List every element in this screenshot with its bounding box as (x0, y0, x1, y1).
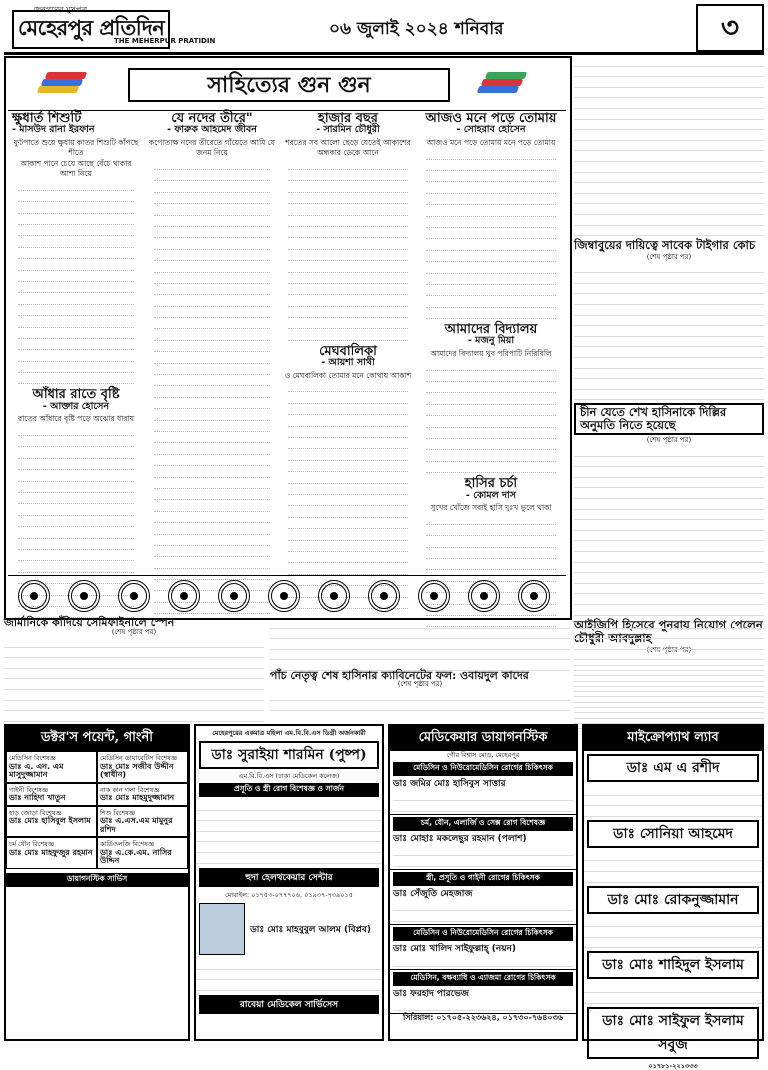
ad-footer: ডায়াগনস্টিক সার্ভিস (6, 873, 188, 887)
flower-icon (518, 580, 550, 612)
masthead-tagline: জনগণের মুখপত্র (34, 5, 88, 14)
doctor-entry: চর্ম, যৌন, এলার্জি ও সেক্স রোগ বিশেষজ্ঞ ডাঃ মোহাঃ মকলেছুর রহমান (পলাশ) (390, 815, 576, 870)
books-icon (478, 72, 538, 98)
newspaper-page (4, 4, 764, 1070)
doctor-degree: এম.বি.বি.এস (ঢাকা মেডিকেল কলেজ) (238, 771, 340, 780)
poem-title: আমাদের বিদ্যালয় (444, 322, 538, 338)
ad-footer: রাবেয়া মেডিকেল সার্ভিসেস (199, 995, 379, 1014)
doctor-entry: মেডিসিন ও নিউরোমেডিসিন রোগের চিকিৎসক ডাঃ জমির মোঃ হাসিবুস সাত্তার (390, 760, 576, 815)
doctor-name: ডাঃ মোঃ শাহিদুল ইসলাম (587, 951, 759, 979)
poem-author: - কোমল দাস (465, 489, 517, 501)
flower-icon (368, 580, 400, 612)
doctor-card: নাক কান গলা বিশেষজ্ঞ ডাঃ মোঃ মাহমুদুজ্জামান (97, 783, 188, 806)
ad-address: গৌর বিশ্বাস মোড়, মেহেরপুর (446, 751, 520, 759)
poem-text: কপোতাক্ষ নদের তীরেতে গাঁয়েতে আমি যে জনম নিয়ে (148, 137, 276, 158)
ad-title: মেডিকেয়ার ডায়াগনস্টিক (390, 726, 576, 751)
doctor-card: মেডিসিন বিশেষজ্ঞ ডাঃ এ. এন. এম মাসুদুজ্জামান (6, 751, 97, 783)
ad-doctors-point (4, 724, 190, 1041)
doctor-entry: মেডিসিন ও নিউরোমেডিসিন রোগের চিকিৎসক ডাঃ মোঃ খালিদ সাইফুল্লাহ্ (নয়ন) (390, 925, 576, 970)
doctor-name: ডাঃ মোঃ সাইফুল ইসলাম সবুজ (587, 1007, 759, 1059)
flower-icon (318, 580, 350, 612)
flower-icon (68, 580, 100, 612)
page-number: ৩ (696, 4, 764, 52)
headline[interactable]: জার্মানিকে কাঁদিয়ে সেমিফাইনালে স্পেন (4, 616, 175, 629)
flower-icon (118, 580, 150, 612)
issue-date: ০৬ জুলাই ২০২৪ শনিবার (329, 19, 504, 39)
flower-icon (418, 580, 450, 612)
continued-note: (শেষ পৃষ্ঠার পর) (397, 680, 443, 689)
poem-title: মেঘবালিকা (319, 343, 377, 359)
masthead (4, 4, 764, 55)
doctor-photo (199, 903, 245, 955)
doctor-entry: স্ত্রী, প্রসূতি ও গাইনী রোগের চিকিৎসক ডাঃ সেঁজুতি মেহজাজ (390, 870, 576, 925)
poem-author: - মজনু মিয়া (467, 335, 515, 347)
poem-text: সুখের খোঁজে সবাই হাসি দুঃখ ভুলে থাকা (430, 503, 552, 513)
flower-icon (18, 580, 50, 612)
doctor-card: মেডিসিন ডায়াবেটিস বিশেষজ্ঞ ডাঃ মোঃ সজীব উদ্দীন (স্বাধীন) (97, 751, 188, 783)
continued-note: (শেষ পৃষ্ঠার পর) (111, 627, 157, 636)
poem-text: আমাদের বিদ্যালয় খুব পরিপাটি নিরিবিলি (430, 348, 552, 358)
continued-note: (শেষ পৃষ্ঠার পর) (646, 645, 692, 654)
continued-note: (শেষ পৃষ্ঠার পর) (646, 253, 692, 262)
poem-title: হাজার বছর (318, 111, 378, 126)
ad-medicare-diagnostic (388, 724, 578, 1041)
doctor-entry: মেডিসিন, বক্ষব্যাধি ও এ্যাজমা রোগের চিকিৎসক ডাঃ ফরহাদ পারভেজ (390, 970, 576, 1015)
poem-text: রাতের আঁধারে বৃষ্টি পড়ে অঝোর ধারায় (17, 414, 135, 424)
doctor-card: হাড় জোড়া বিশেষজ্ঞ ডাঃ মোঃ হাসিবুল ইসলাম (6, 806, 97, 838)
poem-author: - মাসউদ রানা ইরফান (12, 124, 95, 136)
poem-column-3 (282, 111, 414, 574)
poem-column-2 (148, 111, 276, 574)
news-obaidul-quader (270, 618, 570, 721)
headline[interactable]: জিম্বাবুয়ের দায়িত্বে সাবেক টাইগার কোচ (574, 238, 756, 253)
doctor-name: ডাঃ সোনিয়া আহমেদ (587, 820, 759, 848)
doctor-card: শিশু বিশেষজ্ঞ ডাঃ এ.এস.এম মামুনুর রশিদ (97, 806, 188, 838)
doctor-card: চর্ম যৌন বিশেষজ্ঞ ডাঃ মোঃ মাহফুজুর রহমান (6, 837, 97, 869)
headline[interactable]: চীন যেতে শেখ হাসিনাকে দিল্লির অনুমতি নিতে হয়েছে (574, 403, 764, 435)
poem-text: ফুটপাতে শুয়ে ক্ষুধায় কাতর শিশুটি কাঁপছে শীতে আকাশ পানে চেয়ে আছে বেঁচে থাকার আশা নিয়ে (13, 137, 139, 179)
newspaper-logo-english: THE MEHERPUR PRATIDIN (114, 37, 216, 45)
doctor-name: ডাঃ এম এ রশীদ (587, 754, 759, 782)
floral-ornament-strip (8, 575, 566, 616)
lab-phone[interactable]: ০১৭৮১-২২১৩৩৩ (648, 1061, 698, 1070)
books-icon (38, 72, 98, 98)
right-news-column (574, 56, 764, 654)
ad-intro: মেহেরপুরের একমাত্র মহিলা এম.বি.বি.এস ডিগ্রী অর্জনকারী (212, 729, 366, 737)
news-spain (4, 618, 264, 721)
newspaper-logo: মেহেরপুর প্রতিদিন (12, 10, 170, 49)
news-continued-column (574, 618, 764, 721)
doctor-name: ডাঃ মোঃ মাহবুবুল আলম (বিপ্লব) (250, 924, 371, 935)
poem-author: - ফারুক আহমেদ জীবন (167, 124, 257, 136)
ad-title: ডক্টর'স পয়েন্ট, গাংনী (6, 726, 188, 751)
literature-section (4, 56, 572, 620)
continued-note: (শেষ পৃষ্ঠার পর) (646, 436, 692, 445)
clinic-brand: হুদা হেলথকেয়ার সেন্টার (199, 868, 379, 887)
doctor-card: কার্ডিওলজি বিশেষজ্ঞ ডাঃ এ.কে.এম. নাসির উদ্দিন (97, 837, 188, 869)
doctor-name: ডাঃ সুরাইয়া শারমিন (পুষ্প) (199, 741, 379, 769)
doctor-name: ডাঃ মোঃ রোকনুজ্জামান (587, 886, 759, 914)
flower-icon (268, 580, 300, 612)
headline[interactable]: আইজিপি হিসেবে পুনরায় নিয়োগ পেলেন চৌধুরী আবদুল্লাহ (574, 617, 763, 645)
poem-title: আজও মনে পড়ে তোমায় (425, 111, 557, 126)
poem-column-1 (12, 111, 140, 574)
flower-icon (218, 580, 250, 612)
poem-author: - আয়শা সাথী (321, 357, 375, 369)
flower-icon (468, 580, 500, 612)
poem-author: - আক্তার হোসেন (42, 400, 110, 412)
ad-title: মাইক্রোপ্যাথ ল্যাব (584, 726, 762, 751)
poem-text: শরতের সব আলো ছেড়ে যেতেই আকাশের অন্ধকার ডেকে আনে (285, 137, 411, 158)
poem-text: আজও মনে পড়ে তোমায় মনে পড়ে তোমায় (426, 137, 556, 147)
doctor-card: গাইনী বিশেষজ্ঞ ডাঃ নাহিদা খাতুন (6, 783, 97, 806)
flower-icon (168, 580, 200, 612)
doctor-specialty: প্রসূতি ও স্ত্রী রোগ বিশেষজ্ঞ ও সার্জন (199, 783, 379, 797)
poem-title: ক্ষুধার্ত শিশুটি (12, 111, 82, 126)
bottom-news-row (4, 618, 764, 721)
poem-title: আঁধার রাতে বৃষ্টি (32, 387, 120, 403)
literature-banner (8, 60, 566, 111)
doctor-2-block (196, 899, 382, 959)
poem-author: - সোহরাব হোসেন (456, 124, 526, 136)
doctor-grid (6, 751, 188, 869)
clinic-mobile[interactable]: মোবাইল: ০১৭৫৩-০৭৭৭০৬, ০১৯৩৭-৭৩৯০১৫ (225, 890, 353, 899)
poem-column-4 (420, 111, 562, 574)
literature-title: সাহিত্যের গুন গুন (128, 68, 450, 102)
ad-micropath-lab (582, 724, 764, 1070)
headline[interactable]: পাঁচ নেতৃত্ব শেষ হাসিনার ক্যাবিনেটের ফল: ওবায়দুল কাদের (270, 668, 529, 682)
ad-dr-suraiya (194, 724, 384, 1041)
serial-phone[interactable]: সিরিয়াল: ০১৭০৫-২২৩৬২৪, ০১৭৩০-৭৬৪০৩৬ (402, 1013, 564, 1023)
poem-title: হাসির চর্চা (464, 476, 518, 492)
poem-author: - সারমিন চৌধুরী (316, 124, 380, 136)
advertisements (4, 724, 764, 1070)
poem-text: ও মেঘবালিকা তোমার মনে কোথায় আকাশ (284, 370, 412, 380)
poem-title: যে নদের তীরে" (171, 111, 253, 126)
